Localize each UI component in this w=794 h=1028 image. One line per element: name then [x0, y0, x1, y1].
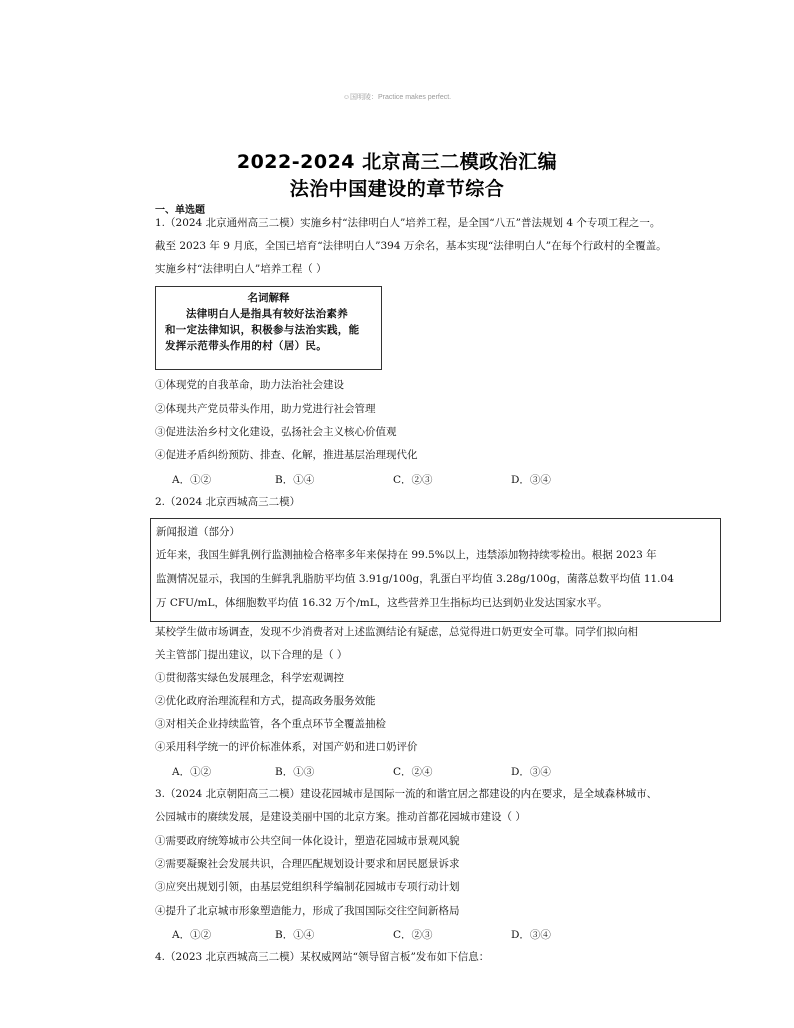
- q1-option-d[interactable]: D．③④: [511, 474, 551, 486]
- q1-statement: ④促进矛盾纠纷预防、排查、化解，推进基层治理现代化: [155, 449, 418, 461]
- q3-statement: ③应突出规划引领，由基层党组织科学编制花园城市专项行动计划: [155, 881, 460, 893]
- q2-statement: ③对相关企业持续监管，各个重点环节全覆盖抽检: [155, 718, 386, 730]
- q1-option-b[interactable]: B．①④: [275, 474, 315, 486]
- q3-option-b[interactable]: B．①④: [275, 929, 315, 941]
- q3-statement: ④提升了北京城市形象塑造能力，形成了我国国际交往空间新格局: [155, 905, 460, 917]
- news-box-line: 万 CFU/mL，体细胞数平均值 16.32 万个/mL，这些营养卫生指标均已达到奶业发达国家水平。: [156, 597, 608, 609]
- definition-box-line: 和一定法律知识，积极参与法治实践，能: [165, 324, 360, 336]
- q3-stem-line: 3.（2024 北京朝阳高三二模）建设花园城市是国际一流的和谐宜居之都建设的内在要求，是全域森林城市、: [155, 788, 658, 800]
- q4-stem-line: 4.（2023 北京西城高三二模）某权威网站“领导留言板”发布如下信息：: [155, 951, 490, 963]
- q2-stem-line: 某校学生做市场调查，发现不少消费者对上述监测结论有疑虑，总觉得进口奶更安全可靠。同学们拟向相: [155, 626, 638, 638]
- q2-option-c[interactable]: C．②④: [393, 766, 433, 778]
- q3-stem-line: 公园城市的赓续发展，是建设美丽中国的北京方案。推动首都花园城市建设（ ）: [155, 811, 526, 823]
- q1-option-a[interactable]: A．①②: [172, 474, 212, 486]
- q1-statement: ①体现党的自我革命，助力法治社会建设: [155, 379, 344, 391]
- q3-statement: ②需要凝聚社会发展共识，合理匹配规划设计要求和居民愿景诉求: [155, 858, 460, 870]
- q1-stem-line: 实施乡村“法律明白人”培养工程（ ）: [155, 263, 327, 275]
- q1-stem-line: 截至 2023 年 9 月底，全国已培育“法律明白人”394 万余名，基本实现“法律明白人”在每个行政村的全覆盖。: [155, 240, 667, 252]
- q2-statement: ②优化政府治理流程和方式，提高政务服务效能: [155, 695, 376, 707]
- page-header-watermark: ☺国明陵：Practice makes perfect.: [342, 94, 452, 101]
- q2-option-a[interactable]: A．①②: [172, 766, 212, 778]
- document-subtitle: 法治中国建设的章节综合: [289, 178, 505, 200]
- q2-option-d[interactable]: D．③④: [511, 766, 551, 778]
- q2-statement: ④采用科学统一的评价标准体系，对国产奶和进口奶评价: [155, 741, 418, 753]
- q1-definition-box: [155, 286, 382, 370]
- q2-stem-line: 关主管部门提出建议，以下合理的是（ ）: [155, 649, 348, 661]
- q3-option-d[interactable]: D．③④: [511, 929, 551, 941]
- q1-stem-line: 1.（2024 北京通州高三二模）实施乡村“法律明白人”培养工程，是全国“八五”普法规划 4 个专项工程之一。: [155, 217, 661, 229]
- news-box-line: 监测情况显示，我国的生鲜乳乳脂肪平均值 3.91g/100g，乳蛋白平均值 3.28g/100g，菌落总数平均值 11.04: [156, 573, 674, 585]
- q3-statement: ①需要政府统筹城市公共空间一体化设计，塑造花园城市景观风貌: [155, 835, 460, 847]
- document-title: 2022-2024 北京高三二模政治汇编: [236, 151, 558, 173]
- q3-option-a[interactable]: A．①②: [172, 929, 212, 941]
- q2-option-b[interactable]: B．①③: [275, 766, 315, 778]
- definition-box-line: 法律明白人是指具有较好法治素养: [186, 308, 348, 320]
- q1-statement: ②体现共产党员带头作用，助力党进行社会管理: [155, 403, 376, 415]
- section-heading: 一、单选题: [155, 205, 205, 216]
- q1-option-c[interactable]: C．②③: [393, 474, 433, 486]
- q2-header: 2.（2024 北京西城高三二模）: [155, 496, 301, 508]
- q2-statement: ①贯彻落实绿色发展理念，科学宏观调控: [155, 672, 344, 684]
- q2-news-box: [150, 518, 721, 622]
- news-box-title: 新闻报道（部分）: [156, 526, 240, 538]
- definition-box-line: 发挥示范带头作用的村（居）民。: [165, 340, 327, 352]
- q1-statement: ③促进法治乡村文化建设，弘扬社会主义核心价值观: [155, 426, 397, 438]
- definition-box-title: 名词解释: [247, 292, 290, 304]
- q3-option-c[interactable]: C．②③: [393, 929, 433, 941]
- news-box-line: 近年来，我国生鲜乳例行监测抽检合格率多年来保持在 99.5%以上，违禁添加物持续零检出。根据 2023 年: [156, 549, 657, 561]
